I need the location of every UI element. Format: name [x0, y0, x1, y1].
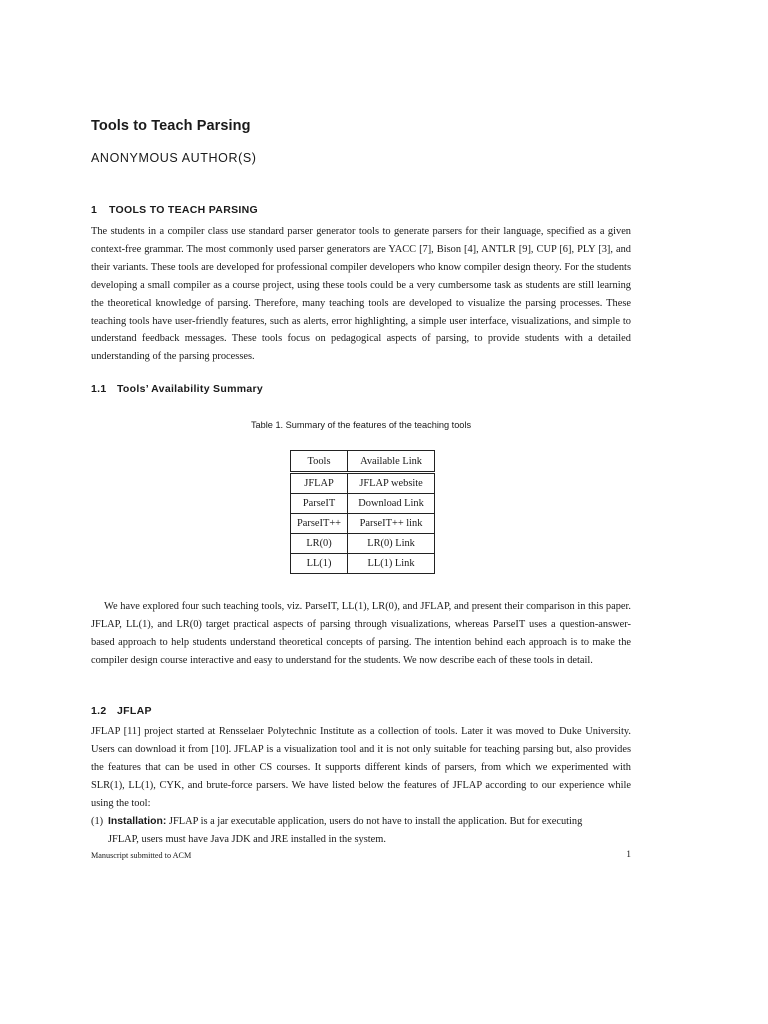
table-cell-link[interactable]: JFLAP website — [348, 473, 435, 494]
list-item — [91, 813, 631, 849]
list-text-continuation: JFLAP, users must have Java JDK and JRE installed in the system. — [108, 833, 386, 845]
table-cell-tool: ParseIT — [291, 494, 348, 514]
paper-authors: ANONYMOUS AUTHOR(S) — [91, 151, 257, 165]
table-cell-link[interactable]: Download Link — [348, 494, 435, 514]
section-1-heading — [91, 204, 258, 216]
section-number: 1 — [91, 204, 98, 216]
table-row — [291, 554, 435, 574]
table-row — [291, 534, 435, 554]
section-number: 1.1 — [91, 383, 107, 395]
section-1-1-heading — [91, 383, 263, 395]
table-cell-link[interactable]: LR(0) Link — [348, 534, 435, 554]
table-header-cell: Tools — [291, 451, 348, 473]
list-term: Installation: — [108, 816, 167, 827]
page-number: 1 — [626, 850, 631, 860]
table-cell-tool: LL(1) — [291, 554, 348, 574]
list-marker: (1) — [91, 816, 104, 827]
table-header-cell: Available Link — [348, 451, 435, 473]
table-row — [291, 514, 435, 534]
footer-manuscript-note: Manuscript submitted to ACM — [91, 851, 192, 860]
table-header-row — [291, 451, 435, 473]
table-caption: Table 1. Summary of the features of the teaching tools — [250, 420, 472, 430]
section-1-1-paragraph: We have explored four such teaching tools, viz. ParseIT, LL(1), LR(0), and JFLAP, and present their comparison in this paper. JFLAP, LL(1), and LR(0) target practical aspects of parsing through visualizations, whereas ParseIT uses a question-answer-based approach to help students understand theoretical concepts of parsing. The intention behind each approach is to make the compiler design course interactive and easy to understand for the students. We now describe each of these tools in detail. — [91, 601, 631, 666]
table-cell-tool: LR(0) — [291, 534, 348, 554]
table-cell-tool: ParseIT++ — [291, 514, 348, 534]
section-1-paragraph: The students in a compiler class use standard parser generator tools to generate parsers for their language, specified as a given context-free grammar. The most commonly used parser generators are YACC [7], Bison [4], ANTLR [9], CUP [6], PLY [3], and their variants. These tools are developed for professional compiler developers who know compiler design theory. For the students developing a small compiler as a course project, using these tools could be a very cumbersome task as students are still learning the theoretical knowledge of parsing. Therefore, many teaching tools are developed to visualize the parsing processes. These teaching tools have user-friendly features, such as alerts, error highlighting, a simple user interface, visualizations, and simple to understand feedback messages. These tools focus on pedagogical aspects of parsing, to provide students with a detailed understanding of the parsing processes. — [91, 226, 631, 363]
tools-availability-table — [290, 450, 435, 574]
section-1-2-paragraph: JFLAP [11] project started at Rensselaer Polytechnic Institute as a collection of tools. Later it was moved to Duke University. Users can download it from [10]. JFLAP is a visualization tool and it is not only suitable for teaching parsing but, also provides the features that can be used in other CS courses. It supports different kinds of parsers, from which we experimented with SLR(1), LL(1), CYK, and brute-force parsers. We have listed below the features of JFLAP according to our experience while using the tool: — [91, 726, 631, 809]
table-cell-link[interactable]: ParseIT++ link — [348, 514, 435, 534]
section-title: JFLAP — [117, 705, 152, 717]
table-cell-tool: JFLAP — [291, 473, 348, 494]
section-title: TOOLS TO TEACH PARSING — [109, 204, 258, 216]
table-row — [291, 494, 435, 514]
paper-title: Tools to Teach Parsing — [91, 118, 251, 134]
list-text: JFLAP is a jar executable application, users do not have to install the application. But for executing — [166, 816, 583, 827]
table-cell-link[interactable]: LL(1) Link — [348, 554, 435, 574]
section-1-2-heading — [91, 705, 152, 717]
section-number: 1.2 — [91, 705, 107, 717]
table-row — [291, 473, 435, 494]
section-title: Tools’ Availability Summary — [117, 383, 264, 395]
